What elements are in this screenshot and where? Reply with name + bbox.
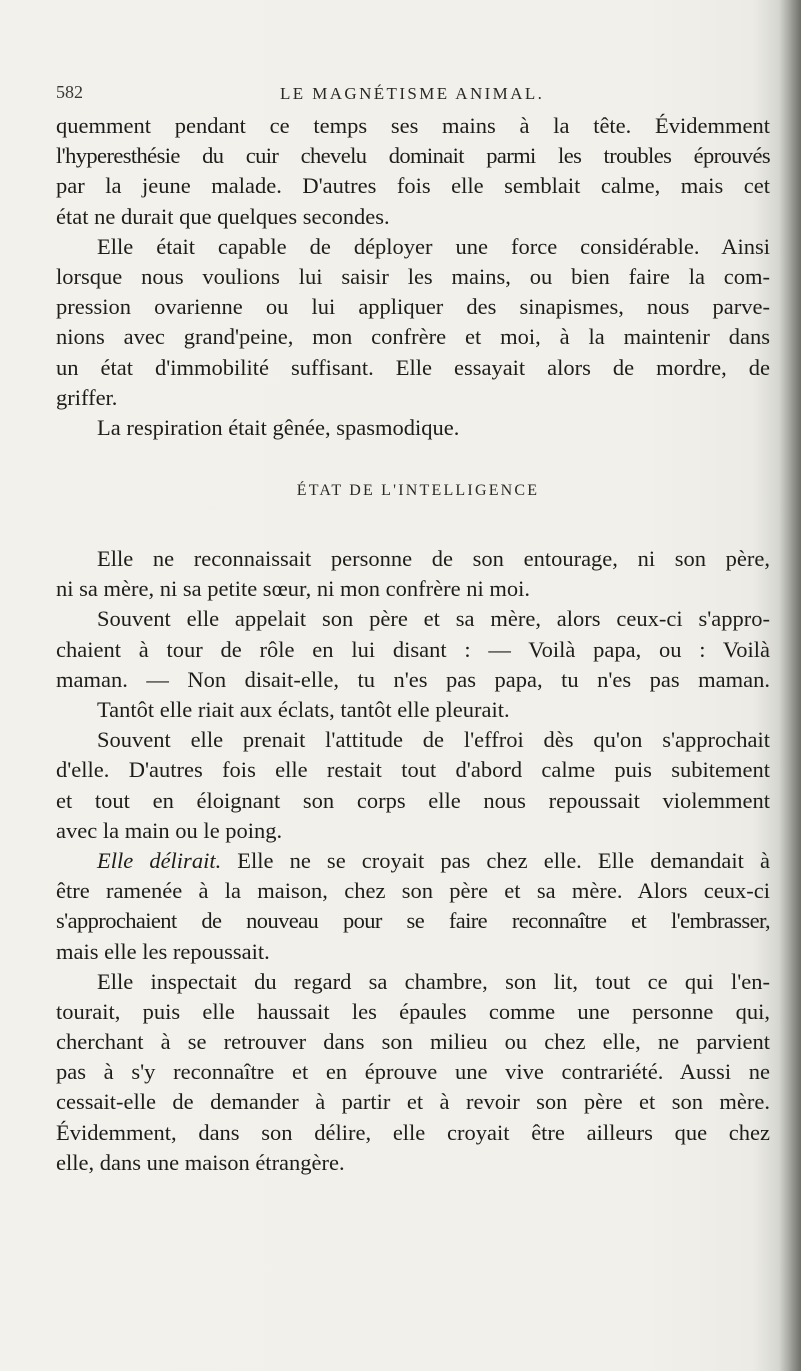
text-line: griffer. [56,384,118,410]
text-line: Elle inspectait du regard sa chambre, son lit, tout ce qui l'en- [97,968,770,994]
italic-phrase: Elle délirait. [97,847,222,873]
text-line: un état d'immobilité suffisant. Elle essayait alors de mordre, de [56,354,770,380]
page-number: 582 [56,82,83,102]
text-line: elle, dans une maison étrangère. [56,1149,345,1175]
text-line: état ne durait que quelques secondes. [56,203,390,229]
text-line: chaient à tour de rôle en lui disant : — Voilà papa, ou : Voilà [56,636,770,662]
text-line: d'elle. D'autres fois elle restait tout d'abord calme puis subitement [56,757,770,783]
text-line: maman. — Non disait-elle, tu n'es pas papa, tu n'es pas maman. [56,666,770,692]
text-line: mais elle les repoussait. [56,938,270,964]
text-line: s'approchaient de nouveau pour se faire reconnaître et l'embrasser, [56,908,770,934]
text-line: Tantôt elle riait aux éclats, tantôt elle pleurait. [97,697,510,722]
text-line: cessait-elle de demander à partir et à revoir son père et son mère. [56,1089,770,1115]
text-line: et tout en éloignant son corps elle nous repoussait violemment [56,787,770,813]
text-line [56,846,770,876]
page-header [56,82,756,106]
section-gap [56,501,770,544]
text-line: Elle ne reconnaissait personne de son entourage, ni son père, [97,546,770,572]
text-line: lorsque nous voulions lui saisir les mains, ou bien faire la com- [56,263,770,289]
text-line: cherchant à se retrouver dans son milieu ou chez elle, ne parvient [56,1029,770,1055]
text-line: avec la main ou le poing. [56,817,283,843]
text-line: pression ovarienne ou lui appliquer des sinapismes, nous parve- [56,294,770,320]
text-line: La respiration était gênée, spasmodique. [97,414,460,440]
text-line: Souvent elle prenait l'attitude de l'effroi dès qu'on s'approchait [97,727,770,753]
text-line: Évidemment, dans son délire, elle croyait être ailleurs que chez [56,1119,770,1145]
text-line: l'hyperesthésie du cuir chevelu dominait parmi les troubles éprouvés [56,143,770,169]
text-line: être ramenée à la maison, chez son père et sa mère. Alors ceux-ci [56,878,770,904]
text-line: Elle était capable de déployer une force considérable. Ainsi [97,233,770,259]
page-edge-shadow [779,0,801,1371]
text-line: pas à s'y reconnaître et en éprouve une vive contrariété. Aussi ne [56,1059,770,1085]
running-head: LE MAGNÉTISME ANIMAL. [280,84,545,103]
text-line: tourait, puis elle haussait les épaules comme une personne qui, [56,998,770,1024]
section-title: ÉTAT DE L'INTELLIGENCE [296,482,540,500]
body-text [56,111,770,1178]
text-line: Souvent elle appelait son père et sa mère, alors ceux-ci s'appro- [97,606,770,632]
section-gap [56,443,770,481]
text-line: par la jeune malade. D'autres fois elle semblait calme, mais cet [56,173,770,199]
text-line: ni sa mère, ni sa petite sœur, ni mon confrère ni moi. [56,576,530,602]
text-line: quemment pendant ce temps ses mains à la tête. Évidemment [56,113,770,138]
text-run: Elle ne se croyait pas chez elle. Elle demandait à [221,847,771,873]
text-line: nions avec grand'peine, mon confrère et moi, à la maintenir dans [56,324,770,350]
